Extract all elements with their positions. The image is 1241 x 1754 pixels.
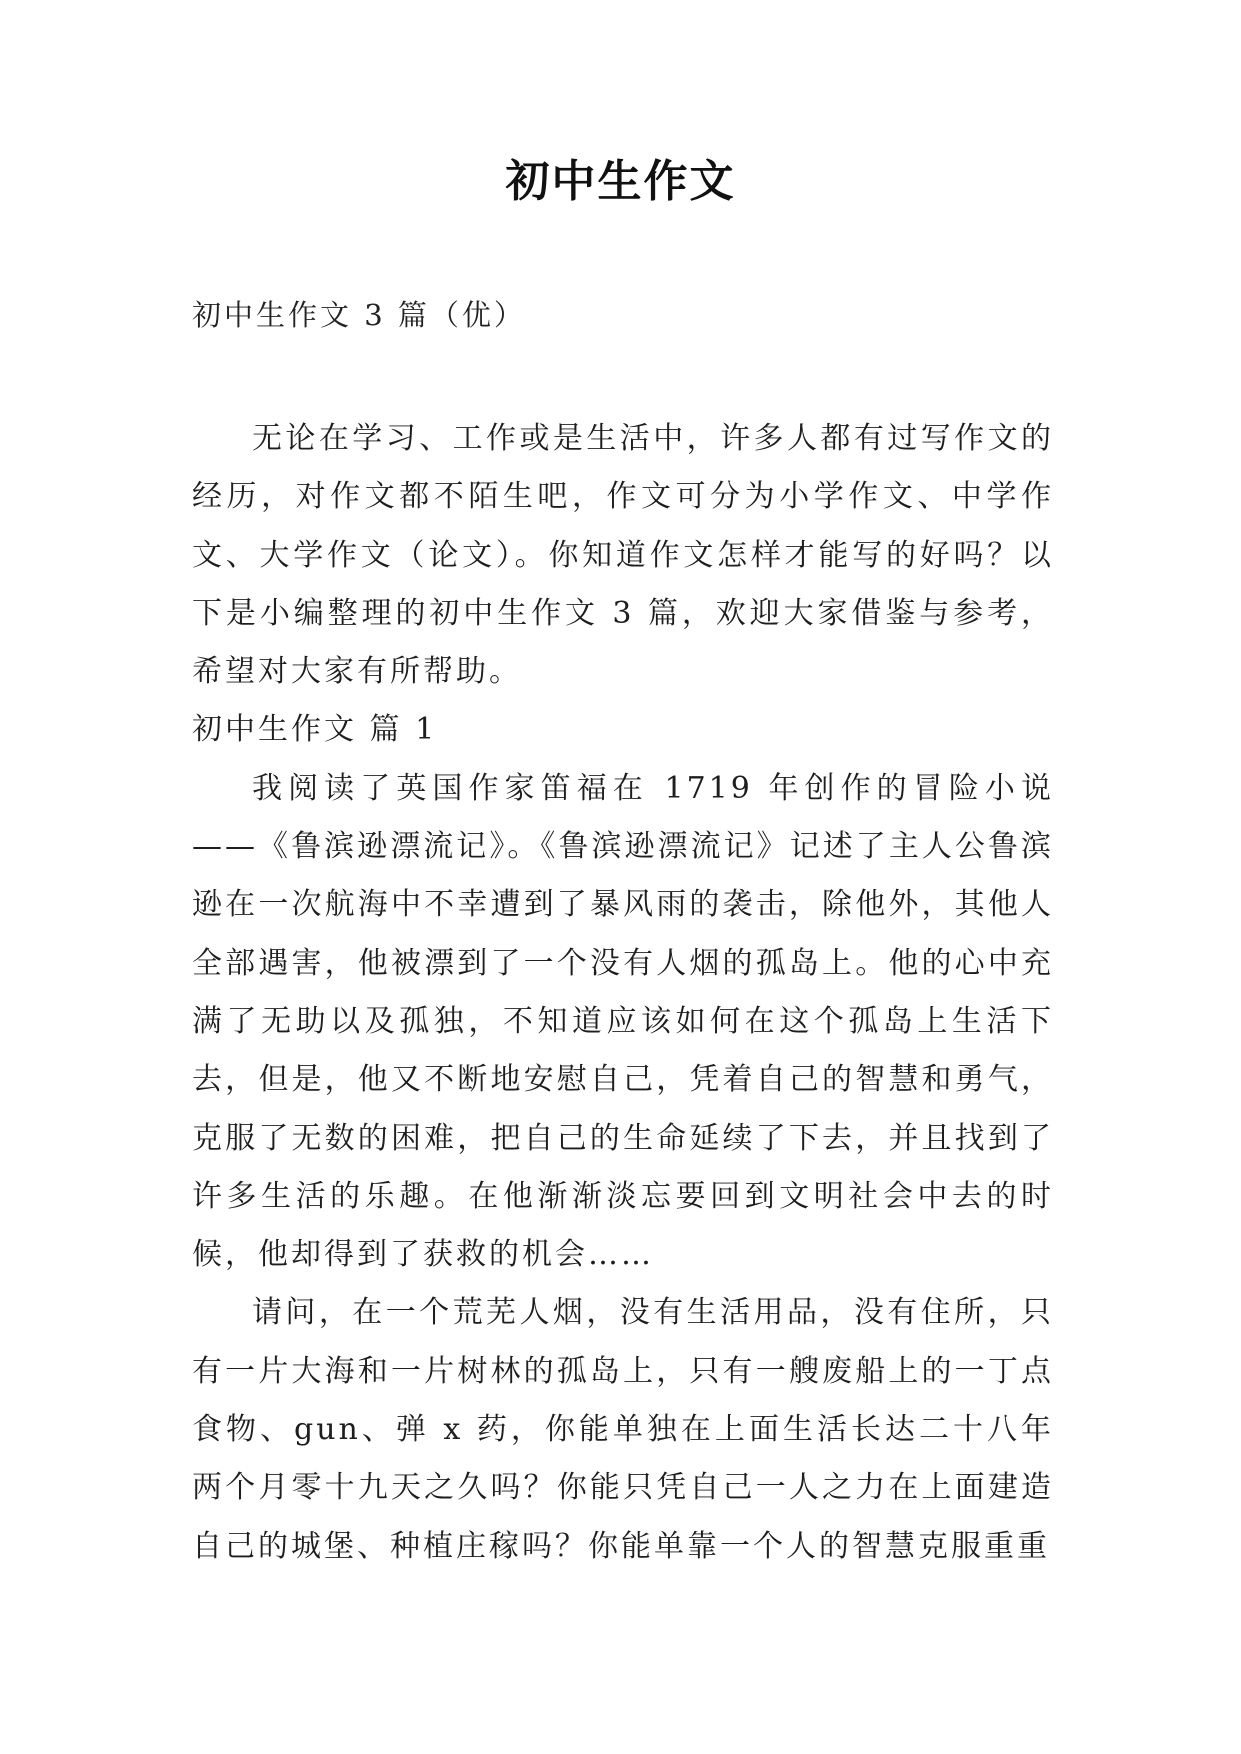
- section-heading: 初中生作文 篇 1: [192, 712, 438, 748]
- document-body: [192, 410, 1054, 1576]
- document-title: 初中生作文: [505, 156, 736, 207]
- body-paragraph-1: 我阅读了英国作家笛福在 1719 年创作的冒险小说——《鲁滨逊漂流记》。《鲁滨逊漂流记》记述了主人公鲁滨逊在一次航海中不幸遭到了暴风雨的袭击，除他外，其他人全部遇害，他被漂到了一个没有人烟的孤岛上。他的心中充满了无助以及孤独，不知道应该如何在这个孤岛上生活下去，但是，他又不断地安慰自己，凭着自己的智慧和勇气，克服了无数的困难，把自己的生命延续了下去，并且找到了许多生活的乐趣。在他渐渐淡忘要回到文明社会中去的时候，他却得到了获救的机会……: [192, 770, 1054, 1273]
- intro-paragraph: 无论在学习、工作或是生活中，许多人都有过写作文的经历，对作文都不陌生吧，作文可分为小学作文、中学作文、大学作文（论文）。你知道作文怎样才能写的好吗？以下是小编整理的初中生作文 3 篇，欢迎大家借鉴与参考，希望对大家有所帮助。: [192, 421, 1054, 690]
- document-subtitle: 初中生作文 3 篇（优）: [192, 298, 526, 332]
- body-paragraph-2: 请问，在一个荒芜人烟，没有生活用品，没有住所，只有一片大海和一片树林的孤岛上，只有一艘废船上的一丁点食物、gun、弹 x 药，你能单独在上面生活长达二十八年两个月零十九天之久吗？你能只凭自己一人之力在上面建造自己的城堡、种植庄稼吗？你能单靠一个人的智慧克服重重: [192, 1295, 1054, 1564]
